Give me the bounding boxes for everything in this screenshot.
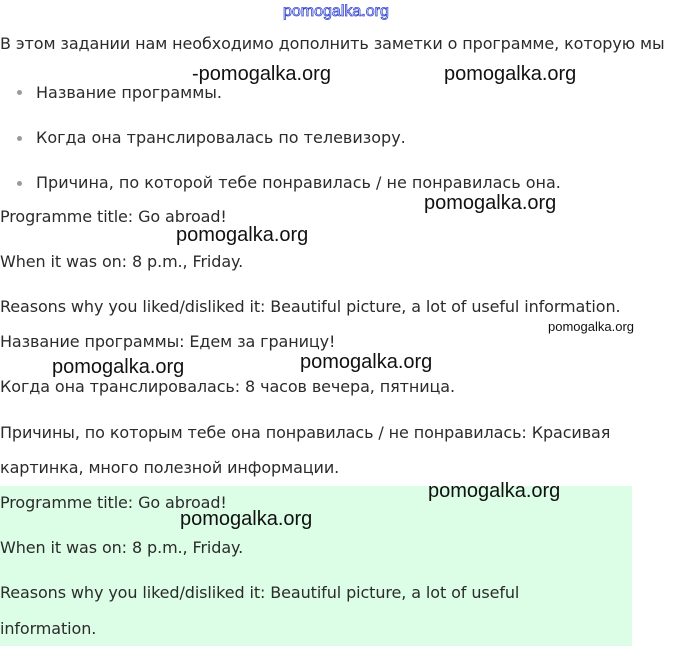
watermark: pomogalka.org	[176, 224, 309, 246]
answer-reasons-line-1: Reasons why you liked/disliked it: Beautiful picture, a lot of useful	[0, 583, 520, 602]
watermark: pomogalka.org	[428, 480, 561, 502]
russian-reasons-line-1: Причины, по которым тебе она понравилась / не понравилась: Красивая	[0, 423, 611, 442]
russian-when-line: Когда она транслировалась: 8 часов вечера, пятница.	[0, 377, 456, 396]
bullet-item: Название программы.	[36, 83, 222, 102]
watermark: -pomogalka.org	[192, 63, 331, 85]
english-title-line: Programme title: Go abroad!	[0, 207, 227, 226]
bullet-item: Когда она транслировалась по телевизору.	[36, 128, 406, 147]
watermark-top: pomogalka.org	[283, 3, 389, 20]
bullet-dot	[17, 181, 22, 186]
russian-reasons-line-2: картинка, много полезной информации.	[0, 458, 340, 477]
answer-reasons-line-2: information.	[0, 619, 97, 638]
english-when-line: When it was on: 8 p.m., Friday.	[0, 252, 244, 271]
watermark: pomogalka.org	[548, 319, 634, 334]
bullet-dot	[17, 136, 22, 141]
english-reasons-line: Reasons why you liked/disliked it: Beautiful picture, a lot of useful information.	[0, 297, 621, 316]
answer-when-line: When it was on: 8 p.m., Friday.	[0, 538, 244, 557]
bullet-dot	[17, 90, 22, 95]
watermark: pomogalka.org	[424, 192, 557, 214]
watermark: pomogalka.org	[52, 356, 185, 378]
watermark: pomogalka.org	[300, 351, 433, 373]
bullet-item: Причина, по которой тебе понравилась / не понравилась она.	[36, 173, 561, 192]
watermark: pomogalka.org	[180, 508, 313, 530]
answer-title-line: Programme title: Go abroad!	[0, 493, 227, 512]
russian-title-line: Название программы: Едем за границу!	[0, 332, 336, 351]
intro-text: В этом задании нам необходимо дополнить заметки о программе, которую мы	[0, 34, 665, 53]
watermark: pomogalka.org	[444, 63, 577, 85]
